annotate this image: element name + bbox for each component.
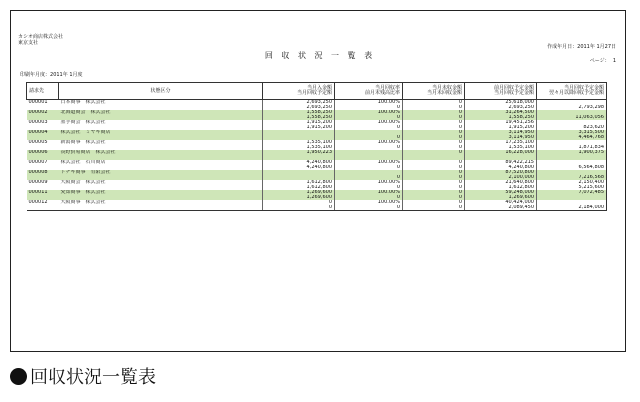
cell-code: 000008 bbox=[27, 170, 59, 175]
cell-code: 000007 bbox=[28, 160, 48, 165]
table-header-row bbox=[27, 83, 607, 100]
cell-c2: 100.00% bbox=[335, 190, 403, 195]
collection-table bbox=[26, 82, 607, 211]
cell-c5: 2,184,000 bbox=[537, 205, 607, 211]
created-value: 2011年 1月27日 bbox=[577, 44, 616, 50]
cell-code: 000012 bbox=[28, 200, 48, 205]
cell-c3: 0 bbox=[403, 145, 465, 150]
cell-c4: 1,535,100 bbox=[465, 145, 537, 150]
cell-c2: 0 bbox=[335, 125, 403, 130]
cell-c4: 89,422,215 bbox=[465, 160, 537, 165]
cell-c4: 31,264,500 bbox=[465, 110, 537, 115]
cell-code: 000004 bbox=[27, 130, 59, 135]
cell-code: 000006 bbox=[27, 150, 59, 155]
cell-c5: 5,215,600 bbox=[537, 185, 607, 190]
header-category: 状態区分 bbox=[59, 83, 263, 100]
period-value: 2011年 1月度 bbox=[50, 72, 83, 78]
cell-c4: 16,228,000 bbox=[465, 150, 537, 155]
table-row bbox=[27, 150, 607, 155]
company-name: カシオ商店株式会社 bbox=[18, 34, 64, 40]
cell-c4: 3,114,950 bbox=[465, 135, 537, 140]
cell-name: 長野貿易商店 株式会社 bbox=[59, 150, 263, 155]
cell-c2: 100.00% bbox=[335, 200, 403, 205]
cell-c2: 100.00% bbox=[335, 120, 403, 125]
cell-c1: 2,693,250 bbox=[263, 105, 335, 110]
report-title: 回 収 状 況 一 覧 表 bbox=[264, 51, 376, 60]
cell-c4: 59,248,000 bbox=[465, 190, 537, 195]
table-body bbox=[27, 100, 607, 211]
page-value: 1 bbox=[612, 58, 616, 64]
cell-code: 000011 bbox=[27, 190, 59, 195]
branch-name: 東京支社 bbox=[18, 40, 39, 46]
cell-c1: 1,612,800 bbox=[263, 180, 335, 185]
cell-c5: 2,793,298 bbox=[537, 105, 607, 110]
cell-c4: 2,693,250 bbox=[465, 105, 537, 110]
cell-c5: 1,871,834 bbox=[537, 145, 607, 150]
header-code: 請求先 bbox=[27, 83, 59, 100]
cell-c3: 0 bbox=[403, 120, 465, 125]
table-row bbox=[27, 205, 607, 211]
cell-c5: 7,216,568 bbox=[537, 175, 607, 180]
cell-c4: 1,612,800 bbox=[465, 185, 537, 190]
header-col3: 当月未収金額 当月未回収金額 bbox=[403, 83, 465, 100]
header-col2: 当月回収率 前月末残高比率 bbox=[335, 83, 403, 100]
report-meta bbox=[547, 44, 616, 72]
cell-c5: 6,564,808 bbox=[537, 165, 607, 170]
cell-c3: 0 bbox=[403, 190, 465, 195]
cell-code: 000005 bbox=[28, 140, 48, 145]
cell-code: 000001 bbox=[28, 99, 48, 105]
cell-c4: 1,269,600 bbox=[465, 195, 537, 200]
cell-c4: 1,558,250 bbox=[465, 115, 537, 120]
cell-c1: 1,558,250 bbox=[263, 115, 335, 120]
cell-c3: 0 bbox=[403, 195, 465, 200]
cell-c3: 0 bbox=[403, 105, 465, 110]
cell-c4: 3,114,950 bbox=[465, 130, 537, 135]
cell-c1: 0 bbox=[263, 200, 335, 205]
page-number bbox=[547, 58, 616, 64]
cell-name: 北海道商会 株式会社 bbox=[59, 110, 263, 115]
cell-c1: 1,269,600 bbox=[263, 190, 335, 195]
cell-c3: 0 bbox=[403, 170, 465, 175]
cell-name: 愛知商事 株式会社 bbox=[59, 190, 263, 195]
cell-c3: 0 bbox=[403, 130, 465, 135]
page-label: ページ： bbox=[589, 58, 610, 64]
cell-c5: 823,620 bbox=[537, 125, 607, 130]
header-col5: 当月回収予定金額 翌々月以降回収予定金額 bbox=[537, 83, 607, 100]
cell-code: 000003 bbox=[28, 120, 48, 125]
cell-c3: 0 bbox=[403, 140, 465, 145]
company-block bbox=[18, 34, 63, 46]
bullet-icon bbox=[10, 368, 27, 385]
cell-c2: 0 bbox=[335, 105, 403, 110]
cell-c2: 0 bbox=[335, 135, 403, 140]
cell-c4: 1,915,200 bbox=[465, 125, 537, 130]
cell-c4: 2,100,000 bbox=[465, 175, 537, 180]
cell-code bbox=[27, 205, 59, 211]
header-col1: 当月入金額 当月回収予定額 bbox=[263, 83, 335, 100]
cell-c1: 0 bbox=[263, 205, 335, 211]
cell-c4: 19,451,256 bbox=[465, 120, 537, 125]
cell-c4: 87,520,800 bbox=[465, 170, 537, 175]
cell-c3: 0 bbox=[403, 135, 465, 140]
cell-c3: 0 bbox=[403, 185, 465, 190]
cell-c5: 2,150,400 bbox=[537, 180, 607, 185]
cell-c3: 0 bbox=[403, 165, 465, 170]
cell-code: 000002 bbox=[27, 110, 59, 115]
cell-name: 墨手商会 株式会社 bbox=[60, 120, 106, 125]
cell-c3: 0 bbox=[403, 205, 465, 211]
cell-c4: 17,235,100 bbox=[465, 140, 537, 145]
cell-c1: 1,950,223 bbox=[263, 150, 335, 155]
cell-c2: 100.00% bbox=[335, 160, 403, 165]
cell-c3: 0 bbox=[403, 115, 465, 120]
cell-c3: 0 bbox=[403, 200, 465, 205]
cell-c3: 0 bbox=[403, 150, 465, 155]
cell-c2: 0 bbox=[335, 175, 403, 180]
cell-c3: 0 bbox=[403, 175, 465, 180]
cell-c4: 21,640,800 bbox=[465, 180, 537, 185]
cell-c2: 0 bbox=[335, 165, 403, 170]
cell-c5: 11,063,056 bbox=[537, 115, 607, 120]
cell-c2: 0 bbox=[335, 115, 403, 120]
cell-c1: 4,240,800 bbox=[263, 160, 335, 165]
cell-c4: 4,240,800 bbox=[465, 165, 537, 170]
created-date bbox=[547, 44, 616, 50]
caption-text: 回収状況一覧表 bbox=[30, 367, 156, 388]
cell-c4: 25,618,000 bbox=[465, 100, 537, 106]
cell-c2: 100.00% bbox=[335, 180, 403, 185]
cell-c2: 0 bbox=[335, 195, 403, 200]
print-period bbox=[20, 72, 83, 78]
cell-c1: 1,915,200 bbox=[263, 125, 335, 130]
cell-name: 新潟商事 株式会社 bbox=[60, 140, 106, 145]
cell-c1: 2,693,250 bbox=[263, 100, 335, 106]
cell-name bbox=[59, 205, 263, 211]
cell-c3: 0 bbox=[403, 100, 465, 106]
cell-c5: 1,900,375 bbox=[537, 150, 607, 155]
cell-c4: 2,089,450 bbox=[465, 205, 537, 211]
cell-c5: 7,072,485 bbox=[537, 190, 607, 195]
cell-c2: 0 bbox=[335, 145, 403, 150]
period-label: 印刷年月度： bbox=[20, 72, 51, 78]
cell-name: トチギ商事 有限会社 bbox=[59, 170, 263, 175]
cell-c2: 100.00% bbox=[335, 100, 403, 106]
cell-c1: 1,535,100 bbox=[263, 145, 335, 150]
cell-name: 大阪商事 株式会社 bbox=[60, 200, 106, 205]
cell-c3: 0 bbox=[403, 180, 465, 185]
cell-name: 株式会社 石川商店 bbox=[60, 160, 106, 165]
cell-c5: 3,315,500 bbox=[537, 130, 607, 135]
cell-code: 000009 bbox=[28, 180, 48, 185]
cell-c3: 0 bbox=[403, 110, 465, 115]
cell-c4: 40,424,000 bbox=[465, 200, 537, 205]
cell-c1: 1,612,800 bbox=[263, 185, 335, 190]
cell-c1: 1,558,250 bbox=[263, 110, 335, 115]
figure-caption bbox=[10, 366, 156, 390]
cell-c5: 4,464,768 bbox=[537, 135, 607, 140]
cell-c1: 1,269,600 bbox=[263, 195, 335, 200]
cell-c2: 0 bbox=[335, 185, 403, 190]
cell-name: 大阪商会 株式会社 bbox=[60, 180, 106, 185]
cell-c1: 4,240,800 bbox=[263, 165, 335, 170]
cell-c2: 100.00% bbox=[335, 110, 403, 115]
cell-name: 日本商事 株式会社 bbox=[60, 99, 106, 105]
created-label: 作成年月日： bbox=[547, 44, 578, 50]
cell-c3: 0 bbox=[403, 160, 465, 165]
cell-c2: 0 bbox=[335, 205, 403, 211]
cell-name: 株式会社 ミヤギ商店 bbox=[59, 130, 263, 135]
header-col4: 前月回収予定金額 当月回収予定金額 bbox=[465, 83, 537, 100]
cell-c1: 1,535,100 bbox=[263, 140, 335, 145]
cell-c1: 1,915,200 bbox=[263, 120, 335, 125]
cell-c3: 0 bbox=[403, 125, 465, 130]
cell-c2: 100.00% bbox=[335, 140, 403, 145]
